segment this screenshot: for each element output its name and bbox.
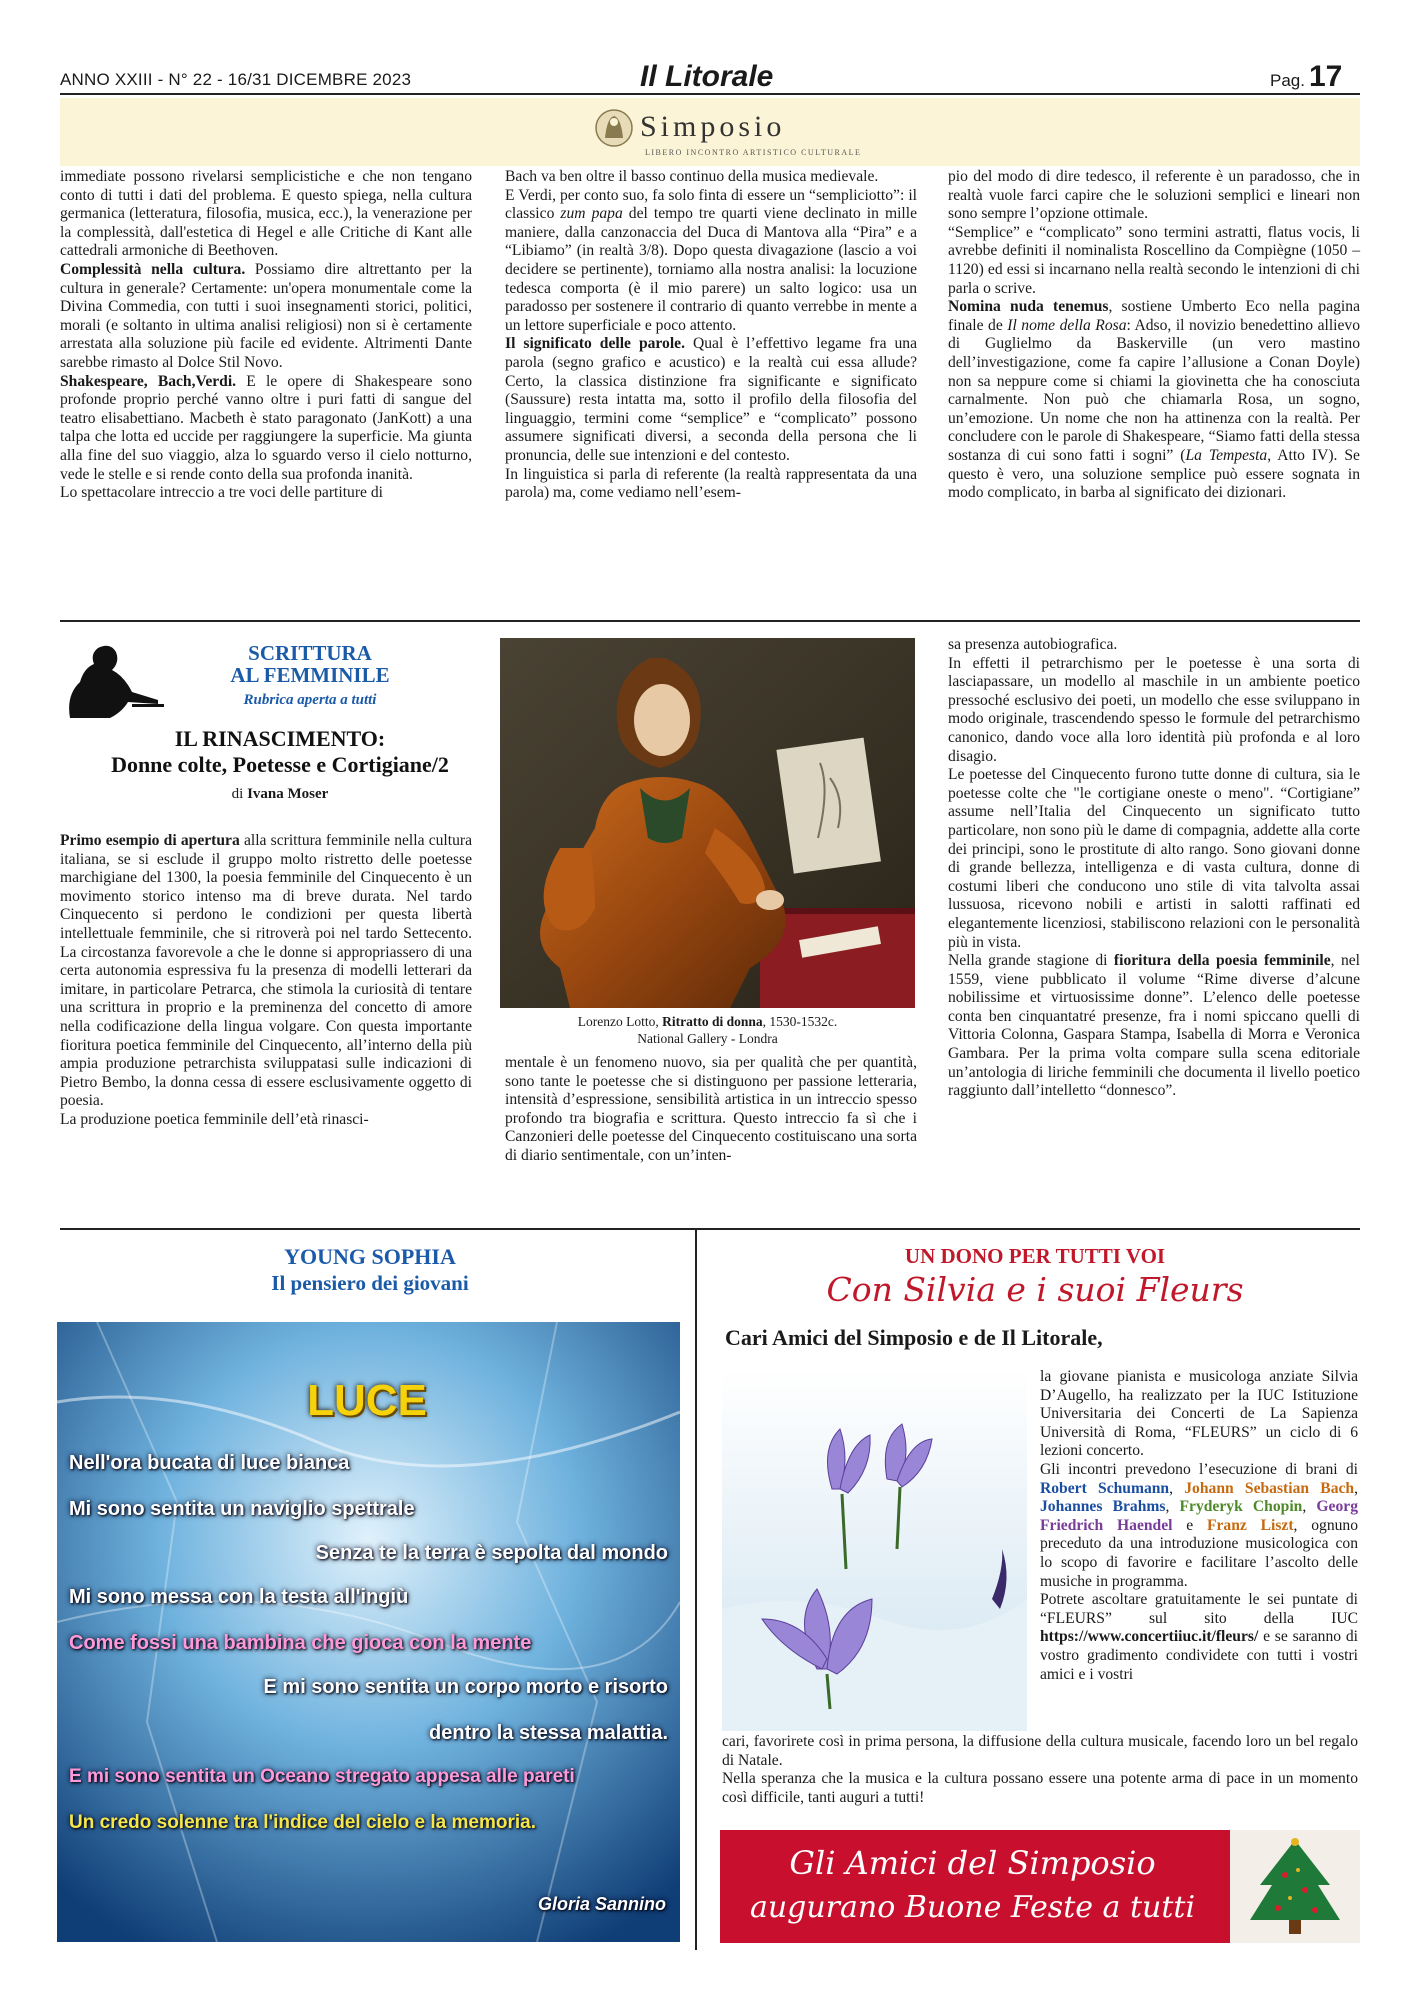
holiday-greeting-banner [720, 1830, 1360, 1943]
page-number [1270, 60, 1342, 94]
page-label: Pag. [1270, 71, 1305, 90]
lead: Primo esempio di apertura [60, 832, 240, 849]
caption-text: Lorenzo Lotto, [577, 1014, 663, 1029]
page-number-value: 17 [1308, 60, 1343, 93]
header-rule [60, 93, 1360, 95]
issue-info: ANNO XXIII - N° 22 - 16/31 DICEMBRE 2023 [60, 70, 412, 89]
text: : Adso, il novizio benedettino allievo di Guglielmo da Baskerville (un vero mastino dell’investigazione, come fa capire l’allusione a Conan Doyle) non sa neppure come si chiami la giovinetta che ha conosciuta carnalmente. Non può che chiamarla Rosa, un sogno, un’emozione. Un nome che non ha attinenza con la realtà. Per concludere con le parole di Shakespeare, “Siamo fatti della stessa sostanza di cui sono fatti i sogni” ( [948, 316, 1361, 464]
author-name: Ivana Moser [247, 786, 329, 802]
text: Le poetesse del Cinquecento furono tutte donne di cultura, sia le poetesse colte che "le cortigiane oneste o meno". “Cortigiane” assume nell’Italia del Cinquecento un significato tutto particolare, non sono più le dame di compagnia, addette alla corte dei principi, sono le prostitute di alto rango. Sono giovani donne di grande bellezza, intelligenza e di vasta cultura, donne di costumi liberi che conducono uno stile di vita talvolta assai lussuosa, ricevono nobili e artisti in salotti raffinati ed elegantemente licenziosi, stabiliscono relazioni con le personalità più in vista. [948, 766, 1360, 951]
text: , nel 1559, viene pubblicato il volume “Rime diverse d’alcune nobilissime et virtuosissime donne”. L’elenco delle poetesse conta ben cinquantatré presenze, fra i nomi spiccano quelli di Vittoria Colonna, Gaspara Stampa, Isabella di Morra e Veronica Gambara. Per la prima volta compare sulla scena editoriale un’antologia di liriche femminili che documenta il livello poetico raggiunto dall’intelletto “donnesco”. [948, 952, 1360, 1100]
dono-subtitle: Con Silvia e i suoi Fleurs [826, 1270, 1244, 1309]
byline [60, 786, 500, 803]
poem-line-3: Senza te la terra è sepolta dal mondo [315, 1542, 668, 1564]
newspaper-title: Il Litorale [640, 60, 774, 93]
rubric-title [190, 642, 430, 686]
text: e [1172, 1516, 1207, 1534]
section-rule [60, 1228, 1360, 1230]
poem-title: LUCE [307, 1376, 427, 1425]
painting-caption [500, 1013, 915, 1047]
article1-column-2 [505, 168, 917, 503]
christmas-tree-icon [1230, 1830, 1360, 1943]
text: “Semplice” e “complicato” sono termini astratti, flatus vocis, li avrebbe definiti il nominalista Roscellino da Compiègne (1050 – 1120) ed essi si incarnano nella realtà secondo le intenzioni di chi parla o scrive. [948, 223, 1360, 297]
text: Nella grande stagione di [948, 952, 1114, 970]
poem-line-7: dentro la stessa malattia. [429, 1722, 668, 1744]
byline-prefix: di [231, 786, 248, 802]
salutation: Cari Amici del Simposio e de Il Litorale, [725, 1325, 1103, 1350]
text: Possiamo dire altrettanto per la cultura in generale? Certamente: un'opera monumentale come la Divina Commedia, con tutti i suoi insegnamenti storici, politici, morali (e soltanto in ultima analisi religiosi) non si è certamente arrestata alla soluzione più facile ed evidente. Altrimenti Dante sarebbe rimasto al Dolce Stil Novo. [60, 260, 472, 371]
young-sophia-title: YOUNG SOPHIA [284, 1244, 456, 1269]
text-italic: La Tempesta [1185, 446, 1268, 464]
text: del tempo tre quarti viene declinato in mille maniere, dalla canzonaccia del Duca di Mantova alla “Pira” e a “Libiamo” (in realtà 3/8). Dopo questa divagazione (lascio a voi decidere se pertinente), torniamo alla nostra analisi: la locuzione tedesca comporta (è il mio parere) un salto logico: usa un paradosso per sostenere il contrario di quanto verrebbe in mente a un lettore superficiale e poco attento. [505, 205, 917, 334]
rubric-title-line2: AL FEMMINILE [230, 663, 390, 687]
subheading: Shakespeare, Bach,Verdi. [60, 372, 237, 390]
subheading: Complessità nella cultura. [60, 260, 246, 278]
simposio-subtitle: LIBERO INCONTRO ARTISTICO CULTURALE [645, 148, 862, 157]
greeting-line-2: augurano Buone Feste a tutti [749, 1890, 1196, 1925]
scrittura-column-1 [60, 832, 472, 1130]
rubric-subtitle: Rubrica aperta a tutti [243, 692, 377, 708]
poem-line-8: E mi sono sentita un Oceano stregato appesa alle pareti [69, 1766, 575, 1787]
dono-title: UN DONO PER TUTTI VOI [904, 1244, 1166, 1268]
dono-closing [722, 1733, 1358, 1807]
composer-name: Johannes Brahms [1040, 1498, 1166, 1516]
caption-location: National Gallery - Londra [637, 1031, 778, 1046]
text: La produzione poetica femminile dell’età rinasci- [60, 1110, 369, 1128]
composer-name: Georg Friedrich Haendel [1040, 1498, 1358, 1534]
text: la giovane pianista e musicologa anziate Silvia D’Augello, ha realizzato per la IUC Istituzione Universitaria dei Concerti de La Sapienza Università di Roma, “FLEURS” un ciclo di 6 lezioni concerto. [1040, 1368, 1358, 1460]
young-sophia-subtitle: Il pensiero dei giovani [271, 1271, 469, 1295]
text: cari, favorirete così in prima persona, la diffusione della cultura musicale, facendo loro un bel regalo di Natale. [722, 1733, 1358, 1769]
text: Lo spettacolare intreccio a tre voci delle partiture di [60, 484, 383, 502]
poem-line-4: Mi sono messa con la testa all'ingiù [69, 1586, 409, 1608]
dono-column: la giovane pianista e musicologa anziate Silvia D’Augello, ha realizzato per la IUC Istituzione Universitaria dei Concerti de La Sapienza Università di Roma, “FLEURS” un ciclo di 6 lezioni concerto. Gli incontri prevedono l’esecuzione di brani di Robert Schumann, Johann Sebastian Bach, Johannes Brahms, Fryderyk Chopin, Georg Friedrich Haendel e Franz Liszt, ognuno preceduto da una introduzione musicologica con lo scopo di favorire e facilitare l’ascolto delle musiche in programma. Potrete ascoltare gratuitamente le sei puntate di “FLEURS” sul sito della IUC https://www.concertiiuc.it/fleurs/ e se saranno di vostro gradimento condividete con tutti i vostri amici e i vostri [1040, 1368, 1359, 1683]
poem-line-9: Un credo solenne tra l'indice del cielo e la memoria. [69, 1812, 537, 1833]
subheading: Nomina nuda tenemus [948, 298, 1109, 316]
subheading: Il significato delle parole. [505, 335, 685, 353]
simposio-title: Simposio [640, 110, 786, 143]
composer-name: Franz Liszt [1206, 1516, 1294, 1534]
text: E Verdi, per conto suo, fa solo finta di essere un “sempliciotto”: il classico [505, 186, 917, 223]
composer-name: Fryderyk Chopin [1179, 1498, 1303, 1516]
text: immediate possono rivelarsi semplicistiche e che non tengano conto di tutti i dati del problema. E questo spiega, nella cultura germanica (letteratura, filosofia, musica, ecc.), la venerazione per la complessità, dall'estetica di Hegel e alle Critiche di Kant alle cattedrali armoniche di Beethoven. [60, 168, 472, 260]
simposio-logo-icon [595, 108, 633, 148]
scrittura-column-2 [505, 1054, 917, 1166]
text: e se saranno di vostro gradimento condividete con tutti i vostri amici e i vostri [1040, 1628, 1358, 1683]
greeting-line-1: Gli Amici del Simposio [789, 1844, 1156, 1882]
text: Bach va ben oltre il basso continuo della musica medievale. [505, 168, 879, 185]
scrittura-column-3 [948, 636, 1360, 1101]
crocus-flowers-photo [722, 1369, 1027, 1731]
poem-line-2: Mi sono sentita un naviglio spettrale [69, 1498, 415, 1520]
text: Gli incontri prevedono l’esecuzione di brani di [1040, 1460, 1358, 1478]
text: mentale è un fenomeno nuovo, sia per qualità che per quantità, sono tante le poetesse che si distinguono per passione letteraria, intensità d’espressione, sensibilità artistica in un intreccio spesso profondo tra biografia e scrittura. Questo intreccio fa sì che i Canzonieri delle poetesse del Cinquecento costituiscano una sorta di diario sentimentale, con un’inten- [505, 1054, 917, 1164]
article-headline [60, 726, 500, 778]
lotto-portrait-painting [500, 638, 915, 1008]
section-rule [60, 620, 1360, 622]
text-italic: zum papa [560, 205, 623, 223]
text: Potrete ascoltare gratuitamente le sei puntate di “FLEURS” sul sito della IUC [1040, 1591, 1358, 1627]
caption-date: , 1530-1532c. [762, 1014, 838, 1029]
writing-woman-silhouette-icon [62, 640, 167, 720]
composer-name: Robert Schumann [1040, 1479, 1170, 1497]
text: Qual è l’effettivo legame fra una parola (segno grafico e acustico) e la realtà cui essa allude? Certo, la classica distinzione fra significante e significato (Saussure) resta intatta ma, sotto il profilo della filosofia del linguaggio, termini come “semplice” e “complicato” possono assumere significati diversi, a seconda della persona che li pronuncia, delle sue intenzioni e del contesto. [505, 335, 917, 464]
article1-column-1 [60, 168, 472, 503]
poet-name: Gloria Sannino [537, 1894, 666, 1914]
text: In linguistica si parla di referente (la realtà rappresentata da una parola) ma, come vediamo nell’esem- [505, 465, 917, 502]
text: pio del modo di dire tedesco, il referente è un paradosso, che in realtà vuole farci capire che le soluzioni semplici e lineari non sono sempre l’opzione ottimale. [948, 168, 1360, 223]
text-bold: fioritura della poesia femminile [1113, 952, 1331, 970]
headline-line1: IL RINASCIMENTO: [174, 726, 386, 751]
iuc-link[interactable]: https://www.concertiiuc.it/fleurs/ [1040, 1628, 1259, 1646]
poem-line-6: E mi sono sentita un corpo morto e risorto [263, 1676, 668, 1698]
text: E le opere di Shakespeare sono profonde proprio perché vanno oltre i puri fatti di sangue del teatro elisabettiano. Macbeth è stato paragonato (JanKott) a una talpa che lotta ed uccide per raggiungere la superficie. Ma giunta alla fine del suo viaggio, alza lo sguardo verso il cielo notturno, vede le stelle e si rende conto della sua profonda inanità. [60, 372, 472, 483]
text: , sostiene Umberto Eco nella pagina finale de [948, 298, 1360, 334]
article1-column-3 [948, 168, 1360, 503]
text: Nella speranza che la musica e la cultura possano essere una potente arma di pace in un momento così difficile, tanti auguri a tutti! [722, 1770, 1358, 1806]
poem-panel [57, 1322, 680, 1942]
headline-line2: Donne colte, Poetesse e Cortigiane/2 [111, 752, 449, 777]
poem-line-1: Nell'ora bucata di luce bianca [69, 1452, 350, 1474]
caption-title: Ritratto di donna [662, 1014, 763, 1029]
text: sa presenza autobiografica. [948, 636, 1118, 653]
rubric-title-line1: SCRITTURA [248, 641, 372, 665]
text: , Atto IV). Se questo è vero, una soluzione semplice può essere sognata in modo complicato, in barba al significato dei dizionari. [948, 446, 1360, 502]
text-italic: Il nome della Rosa [1007, 316, 1127, 334]
text: , ognuno preceduto da una introduzione musicologica con lo scopo di favorire e facilitare l’ascolto delle musiche in programma. [1040, 1516, 1359, 1590]
poem-line-5: Come fossi una bambina che gioca con la mente [69, 1632, 532, 1654]
composer-name: Johann Sebastian Bach [1184, 1479, 1355, 1497]
text: In effetti il petrarchismo per le poetesse è una sorta di lasciapassare, un modello al maschile in un ambiente poetico pressoché esclusivo dei poeti, un modello che esse sviluppano in modo originale, trascendendo spesso le formule del petrarchismo canonico, dando voce alla loro identità più profonda e al loro disagio. [948, 654, 1360, 765]
text: alla scrittura femminile nella cultura italiana, se si esclude il gruppo molto ristretto delle poetesse marchigiane del 1300, la poesia femminile del Cinquecento è un movimento storico intenso ma di breve durata. Nel tardo Cinquecento si perdono le condizioni per questa libertà intellettuale femminile, che si ritroverà poi nel tardo Settecento. La circostanza favorevole a che le donne si appropriassero di una certa autonomia espressiva fu la presenza di modelli letterari da imitare, in particolare Petrarca, che stimola la curiosità di tentare una scrittura in proprio e la preminenza del concetto di amore nella codificazione della lingua volgare. Con questa importante fioritura poetica femminile del Cinquecento, all’interno della più ampia produzione petrarchista sviluppatasi sulle indicazioni di Pietro Bembo, la donna cessa di essere esclusivamente oggetto di poesia. [60, 832, 472, 1110]
column-divider [695, 1230, 697, 1950]
